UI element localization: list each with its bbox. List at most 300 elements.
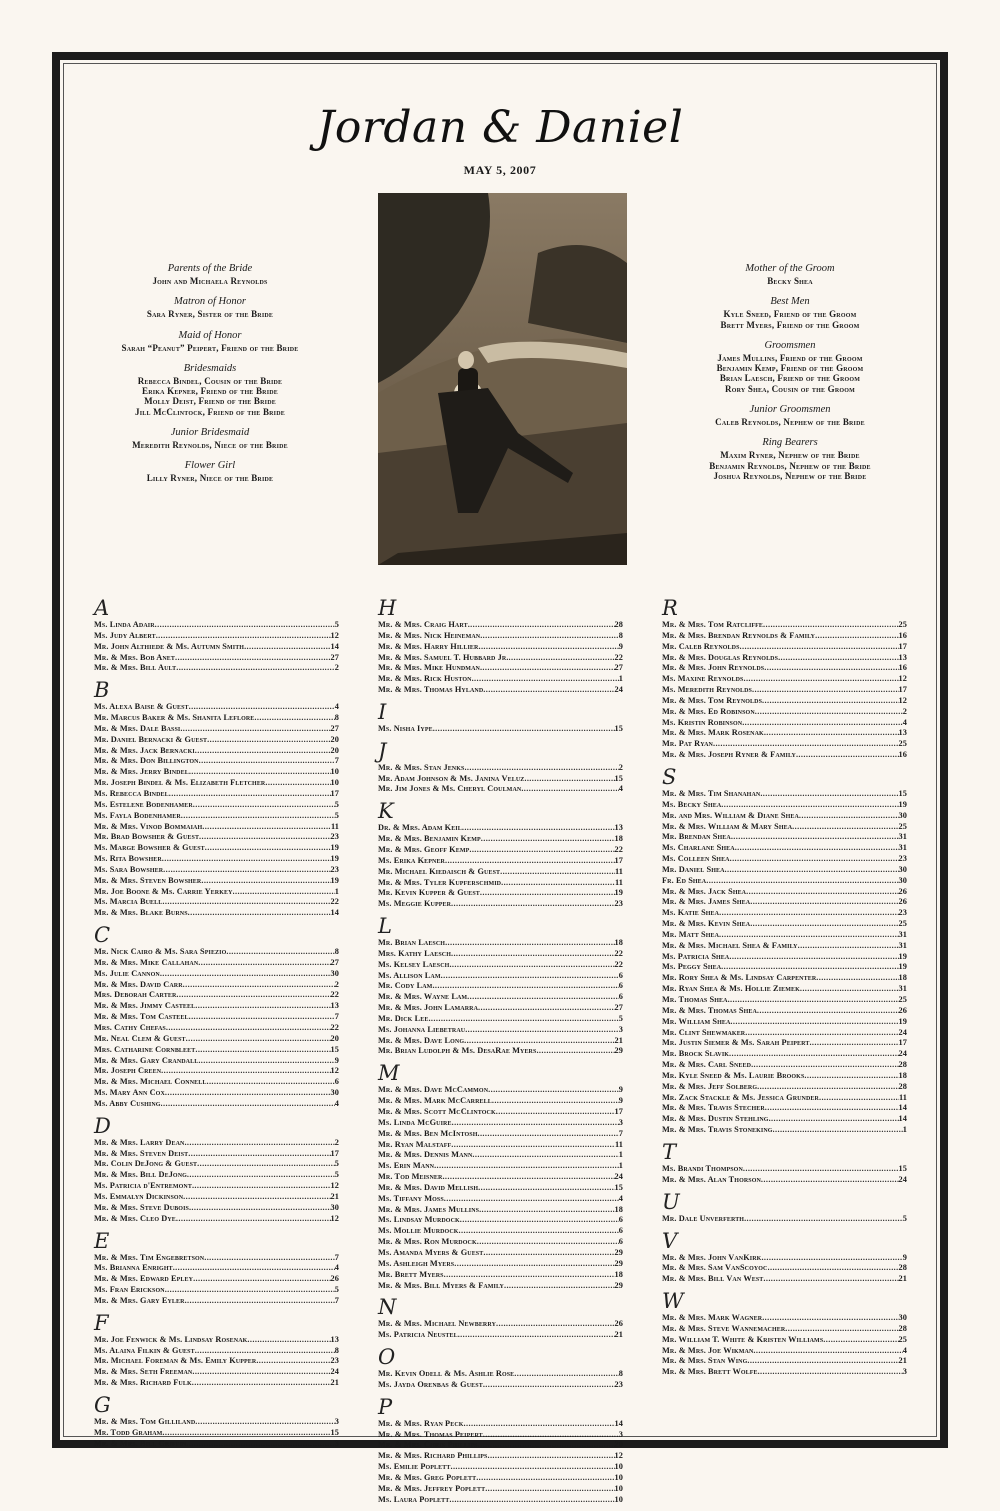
table-number: 17: [898, 1038, 907, 1048]
section-letter: M: [378, 1061, 400, 1086]
guest-name: Mr. William T. White & Kristen Williams: [662, 1334, 824, 1344]
dot-leader: [181, 811, 335, 822]
guest-row: [378, 1194, 623, 1205]
dot-leader: [155, 620, 335, 631]
table-number: 19: [614, 888, 623, 898]
dot-leader: [765, 1103, 899, 1114]
dot-leader: [758, 1367, 903, 1378]
guest-row: [94, 1428, 339, 1439]
guest-row: [378, 971, 623, 982]
dot-leader: [186, 1034, 331, 1045]
guest-row: [94, 702, 339, 713]
party-member: Meredith Reynolds, Niece of the Bride: [132, 440, 288, 451]
guest-name: Ms. Amanda Myers & Guest: [378, 1247, 484, 1257]
party-member: Joshua Reynolds, Nephew of the Bride: [713, 470, 867, 481]
bride-wedding-party: [60, 262, 360, 493]
guest-row: [94, 746, 339, 757]
guest-row: [378, 1046, 623, 1057]
dot-leader: [465, 1025, 619, 1036]
guest-name: Ms. Abby Cushing: [94, 1098, 161, 1108]
guest-name: Mr. Brett Myers: [378, 1269, 444, 1279]
dot-leader: [477, 1129, 618, 1140]
role-group-groomsmen: [640, 339, 940, 394]
dot-leader: [752, 685, 899, 696]
dot-leader: [173, 1263, 335, 1274]
dot-leader: [442, 1172, 614, 1183]
guest-name: Mr. Todd Graham: [94, 1427, 163, 1437]
guest-name: Mr. & Mrs. Tim Engebretson: [94, 1252, 205, 1262]
guest-name: Mr. Kyle Sneed & Ms. Laurie Brooks: [662, 1070, 805, 1080]
section-letter: S: [662, 764, 677, 789]
table-number: 12: [614, 1451, 623, 1461]
dot-leader: [161, 1099, 335, 1110]
guest-name: Mrs. Deborah Carter: [94, 990, 177, 1000]
table-number: 28: [898, 1081, 907, 1091]
section-letter: O: [378, 1345, 396, 1370]
guest-name: Mr. Brian Laesch: [378, 938, 446, 948]
role-group-maid-of-honor: [60, 329, 360, 353]
dot-leader: [247, 1335, 330, 1346]
guest-name: Mr. Michael Foreman & Ms. Emily Kupper: [94, 1356, 257, 1366]
dot-leader: [169, 789, 331, 800]
dot-leader: [195, 1045, 330, 1056]
dot-leader: [476, 1473, 614, 1484]
alpha-section: [378, 916, 623, 1057]
role-title: Bridesmaids: [183, 362, 237, 374]
guest-name: Mr. & Mrs. Brendan Reynolds & Family: [662, 630, 816, 640]
guest-row: [378, 1140, 623, 1151]
role-group-bridesmaids: [60, 362, 360, 417]
guest-name: Mr. & Mrs. Tom Gilliland: [94, 1416, 196, 1426]
table-number: 29: [614, 1247, 623, 1257]
table-number: 15: [614, 773, 623, 783]
guest-row: [662, 1356, 907, 1367]
table-number: 27: [330, 957, 339, 967]
dot-leader: [728, 995, 899, 1006]
table-number: 5: [334, 1170, 339, 1180]
guest-name: Mr. & Mrs. Bob Anet: [94, 652, 175, 662]
guest-name: Mr. & Mrs. Stan Wing: [662, 1356, 748, 1366]
table-number: 8: [334, 947, 339, 957]
dot-leader: [256, 1356, 330, 1367]
guest-name: Mr. & Mrs. Edward Epley: [94, 1274, 194, 1284]
guest-name: Ms. Tiffany Moss: [378, 1193, 444, 1203]
guest-name: Mr. Cody Lam: [378, 981, 433, 991]
table-number: 14: [330, 641, 339, 651]
table-number: 21: [898, 1356, 907, 1366]
dot-leader: [188, 1149, 330, 1160]
guest-row: [94, 653, 339, 664]
guest-row: [94, 1023, 339, 1034]
table-number: 25: [898, 919, 907, 929]
dot-leader: [521, 784, 618, 795]
dot-leader: [500, 867, 615, 878]
table-number: 2: [618, 762, 623, 772]
table-number: 29: [614, 1258, 623, 1268]
guest-name: Mr. & Mrs. Tom Ratcliffe: [662, 620, 764, 629]
guest-row: [662, 1335, 907, 1346]
guest-row: [662, 718, 907, 729]
couple-names-title: Jordan & Daniel: [316, 102, 684, 153]
guest-row: [94, 1253, 339, 1264]
table-number: 9: [618, 1096, 623, 1106]
role-group-mother-of-groom: [640, 262, 940, 286]
dot-leader: [823, 1335, 898, 1346]
guest-row: [378, 1330, 623, 1341]
dot-leader: [451, 1140, 615, 1151]
dot-leader: [199, 832, 330, 843]
dot-leader: [195, 1417, 334, 1428]
guest-name: Mr. Michael Kiedaisch & Guest: [378, 866, 501, 876]
role-group-ring-bearers: [640, 436, 940, 481]
guest-name: Ms. Fayla Bodenhamer: [94, 810, 181, 820]
guest-row: [378, 1003, 623, 1014]
table-number: 12: [330, 1066, 339, 1076]
guest-name: Ms. Mary Ann Cox: [94, 1088, 165, 1098]
guest-row: [662, 876, 907, 887]
guest-name: Ms. Colleen Shea: [662, 854, 730, 864]
guest-row: [662, 1006, 907, 1017]
table-number: 18: [898, 1070, 907, 1080]
guest-row: [94, 843, 339, 854]
guest-name: Mr. & Mrs. James Mullins: [378, 1204, 480, 1214]
alpha-section: [94, 1392, 339, 1450]
guest-row: [378, 1205, 623, 1216]
guest-name: Ms. Allison Lam: [378, 970, 441, 980]
guest-name: Ms. Linda McGuire: [378, 1117, 452, 1127]
guest-row: [662, 1125, 907, 1136]
table-number: 3: [902, 1367, 907, 1377]
table-number: 1: [334, 886, 339, 896]
dot-leader: [467, 992, 619, 1003]
alpha-section: [94, 1310, 339, 1389]
dot-leader: [472, 1150, 618, 1161]
guest-name: Mr. & Mrs. Steven Deist: [94, 1148, 189, 1158]
party-member: Becky Shea: [767, 276, 813, 286]
table-number: 9: [618, 641, 623, 651]
photo-illustration: [378, 193, 627, 565]
dot-leader: [454, 1259, 614, 1270]
dot-leader: [472, 674, 619, 685]
guest-row: [94, 800, 339, 811]
guest-row: [662, 631, 907, 642]
guest-name: Ms. Julie Cannon: [94, 968, 160, 978]
dot-leader: [487, 1451, 614, 1462]
table-number: 19: [330, 875, 339, 885]
table-number: 9: [334, 1055, 339, 1065]
table-number: 5: [334, 1159, 339, 1169]
table-number: 6: [618, 1215, 623, 1225]
dot-leader: [460, 1215, 619, 1226]
table-number: 5: [334, 620, 339, 629]
guest-name: Mrs. Catharine Cornbleet: [94, 1044, 196, 1054]
dot-leader: [764, 728, 899, 739]
guest-row: [378, 685, 623, 696]
table-number: 18: [614, 1269, 623, 1279]
dot-leader: [195, 1346, 335, 1357]
dot-leader: [773, 1125, 903, 1136]
guest-row: [94, 832, 339, 843]
table-number: 23: [330, 1356, 339, 1366]
guest-row: [94, 897, 339, 908]
guest-name: Mr. Jim Jones & Ms. Cheryl Coulman: [378, 784, 522, 794]
guest-row: [94, 958, 339, 969]
guest-row: [378, 1215, 623, 1226]
dot-leader: [205, 843, 331, 854]
guest-row: [662, 843, 907, 854]
dot-leader: [753, 1346, 902, 1357]
dot-leader: [769, 1114, 899, 1125]
guest-row: [94, 1263, 339, 1274]
guest-row: [662, 1049, 907, 1060]
table-number: 24: [330, 1367, 339, 1377]
guest-name: Mr. & Mrs. Joseph Ryner & Family: [662, 750, 796, 760]
guest-row: [662, 832, 907, 843]
guest-row: [94, 1077, 339, 1088]
guest-row: [378, 774, 623, 785]
table-number: 11: [614, 877, 623, 887]
guest-row: [378, 1107, 623, 1118]
party-member: Molly Deist, Friend of the Bride: [144, 396, 276, 407]
section-letter: U: [662, 1189, 680, 1214]
guest-row: [662, 822, 907, 833]
guest-name: Mr. Daniel Bernacki & Guest: [94, 734, 208, 744]
section-letter: J: [378, 738, 387, 763]
alpha-section: [94, 1228, 339, 1307]
role-title: Best Men: [770, 296, 810, 308]
guest-row: [378, 1419, 623, 1430]
guest-name: Mr. Joseph Creen: [94, 1066, 162, 1076]
guest-row: [378, 981, 623, 992]
table-number: 10: [330, 778, 339, 788]
dot-leader: [204, 1253, 335, 1264]
dot-leader: [761, 1175, 899, 1186]
guest-row: [378, 1036, 623, 1047]
guest-name: Ms. Patricia Neustel: [378, 1330, 458, 1340]
table-number: 22: [330, 897, 339, 907]
alpha-section: [94, 925, 339, 1110]
guest-name: Mr. & Mrs. Bill Griffin: [94, 1438, 187, 1448]
guest-row: [662, 1060, 907, 1071]
guest-row: [378, 1440, 623, 1451]
guest-row: [378, 642, 623, 653]
guest-name: Mr. Ryan Shea & Ms. Hollie Ziemek: [662, 984, 800, 994]
guest-name: Ms. Erika Kepner: [378, 855, 445, 865]
dot-leader: [819, 1093, 899, 1104]
dot-leader: [755, 707, 903, 718]
dot-leader: [496, 1319, 614, 1330]
guest-row: [94, 947, 339, 958]
table-number: 30: [330, 968, 339, 978]
guest-row: [662, 897, 907, 908]
dot-leader: [483, 1380, 615, 1391]
guest-row: [378, 1183, 623, 1194]
party-member: Kyle Sneed, Friend of the Groom: [723, 309, 857, 320]
guest-row: [94, 1181, 339, 1192]
dot-leader: [743, 1164, 899, 1175]
guest-row: [378, 992, 623, 1003]
guest-name: Mr. & Mrs. Dave McCammon: [378, 1085, 489, 1095]
dot-leader: [195, 746, 331, 757]
guest-row: [94, 969, 339, 980]
dot-leader: [464, 1036, 614, 1047]
guest-row: [378, 1259, 623, 1270]
guest-row: [94, 1088, 339, 1099]
table-number: 18: [614, 834, 623, 844]
table-number: 24: [614, 1172, 623, 1182]
dot-leader: [730, 854, 899, 865]
role-title: Maid of Honor: [178, 329, 242, 341]
guest-name: Ms. Emmalyn Dickinson: [94, 1191, 184, 1201]
guest-name: Mr. & Mrs. Bill Van West: [662, 1274, 764, 1284]
table-number: 5: [334, 1285, 339, 1295]
guest-name: Mr. Brian Ludolph & Ms. DesaRae Myers: [378, 1046, 537, 1056]
dot-leader: [761, 1253, 902, 1264]
guest-name: Mr. & Mrs. Michael Shea & Family: [662, 940, 798, 950]
guest-row: [378, 1451, 623, 1462]
guest-name: Mr. & Mrs. Ryan Peck: [378, 1418, 464, 1428]
dot-leader: [160, 969, 331, 980]
guest-row: [662, 663, 907, 674]
party-member: Sarah “Peanut” Peipert, Friend of the Bride: [121, 342, 299, 353]
dot-leader: [524, 774, 614, 785]
guest-row: [378, 1129, 623, 1140]
section-letter: K: [378, 799, 394, 824]
guest-name: Mr. & Mrs. Chris Phillips: [378, 1440, 478, 1450]
table-number: 17: [898, 641, 907, 651]
guest-row: [94, 1439, 339, 1450]
guest-name: Mr. & Mrs. Nick Heineman: [378, 630, 481, 640]
guest-name: Ms. Judy Albert: [94, 630, 156, 640]
table-number: 6: [618, 1226, 623, 1236]
party-member: Jill McClintock, Friend of the Bride: [135, 406, 285, 417]
guest-row: [662, 1313, 907, 1324]
guest-row: [94, 767, 339, 778]
guest-row: [94, 865, 339, 876]
guest-row: [94, 1274, 339, 1285]
dot-leader: [713, 739, 899, 750]
guest-name: Mr. & Mrs. Don Billington: [94, 756, 199, 766]
dot-leader: [192, 1367, 330, 1378]
guest-name: Mr. Joe Fenwick & Ms. Lindsay Rosenak: [94, 1334, 248, 1344]
dot-leader: [509, 653, 615, 664]
table-number: 7: [334, 756, 339, 766]
guest-name: Ms. Maxine Reynolds: [662, 674, 744, 684]
role-title: Mother of the Groom: [745, 263, 835, 274]
guest-name: Mr. & Mrs. David Mellish: [378, 1182, 479, 1192]
guest-name: Mr. & Mrs. Carl Sneed: [662, 1060, 752, 1070]
guest-name: Mr. & Mrs. Rick Huston: [378, 674, 472, 684]
table-number: 12: [330, 630, 339, 640]
guest-name: Mr. & Mrs. Jerry Bindel: [94, 767, 189, 777]
table-number: 10: [330, 767, 339, 777]
dot-leader: [750, 897, 898, 908]
table-number: 14: [898, 1103, 907, 1113]
table-number: 17: [614, 855, 623, 865]
dot-leader: [480, 663, 615, 674]
guest-name: Mr. & Mrs. Gary Eyler: [94, 1295, 185, 1305]
dot-leader: [757, 1006, 899, 1017]
guest-row: [94, 1356, 339, 1367]
guest-row: [378, 1161, 623, 1172]
dot-leader: [444, 1194, 619, 1205]
guest-name: Mr. & Mrs. Travis Stecher: [662, 1103, 765, 1113]
guest-name: Mr. & Mrs. Geoff Kemp: [378, 844, 470, 854]
table-number: 21: [330, 1378, 339, 1388]
guest-row: [378, 867, 623, 878]
section-letter: D: [94, 1113, 111, 1138]
guest-name: Mr. Pat Ryan: [662, 739, 713, 749]
guest-name: Mr. & Mrs. Richard Phillips: [378, 1451, 488, 1461]
table-number: 4: [334, 1263, 339, 1273]
table-number: 12: [898, 695, 907, 705]
guest-row: [662, 696, 907, 707]
dot-leader: [735, 843, 899, 854]
guest-row: [378, 1172, 623, 1183]
table-number: 19: [898, 1016, 907, 1026]
guest-name: Mrs. Kathy Laesch: [378, 948, 451, 958]
guest-name: Ms. Kelsey Laesch: [378, 959, 450, 969]
dot-leader: [477, 1237, 619, 1248]
table-number: 15: [898, 1163, 907, 1173]
table-number: 28: [898, 1263, 907, 1273]
guest-row: [94, 990, 339, 1001]
guest-name: Mr. Ryan Malstaff: [378, 1139, 452, 1149]
guest-name: Ms. Ashleigh Myers: [378, 1258, 455, 1268]
guest-row: [94, 631, 339, 642]
dot-leader: [441, 971, 619, 982]
guest-row: [378, 1014, 623, 1025]
party-member: John and Michaela Reynolds: [152, 276, 268, 286]
role-title: Matron of Honor: [174, 296, 246, 308]
section-letter: P: [378, 1394, 393, 1419]
table-number: 11: [614, 1139, 623, 1149]
table-number: 3: [618, 1429, 623, 1439]
dot-leader: [165, 1285, 335, 1296]
table-number: 8: [334, 1345, 339, 1355]
table-number: 23: [898, 854, 907, 864]
guest-row: [662, 1175, 907, 1186]
table-number: 15: [898, 788, 907, 798]
table-number: 19: [898, 951, 907, 961]
guest-name: Mr. Nick Cairo & Ms. Sara Spiezio: [94, 947, 227, 957]
alpha-section: [378, 1347, 623, 1391]
dot-leader: [193, 1274, 330, 1285]
guest-name: Mr. & Mrs. Vinod Bommaiah: [94, 821, 203, 831]
table-number: 7: [334, 1295, 339, 1305]
guest-row: [94, 789, 339, 800]
guest-name: Mr. & Mrs. James Shea: [662, 897, 751, 907]
guest-row: [662, 674, 907, 685]
table-number: 23: [330, 832, 339, 842]
guest-row: [378, 1270, 623, 1281]
dot-leader: [743, 674, 898, 685]
dot-leader: [197, 1159, 335, 1170]
guest-row: [662, 1263, 907, 1274]
section-letter: T: [662, 1139, 677, 1164]
alpha-section: [378, 801, 623, 910]
guest-name: Mr. & Mrs. John Lamarra: [378, 1003, 478, 1013]
guest-row: [378, 899, 623, 910]
guest-name: Mr. Marcus Baker & Ms. Shanita Leflore: [94, 713, 255, 723]
table-number: 1: [618, 674, 623, 684]
dot-leader: [730, 1017, 898, 1028]
guest-row: [662, 1324, 907, 1335]
guest-name: Ms. Mollie Murdock: [378, 1226, 459, 1236]
party-member: Sara Ryner, Sister of the Bride: [146, 309, 274, 320]
guest-name: Ms. Charlane Shea: [662, 843, 735, 853]
table-number: 21: [614, 1035, 623, 1045]
